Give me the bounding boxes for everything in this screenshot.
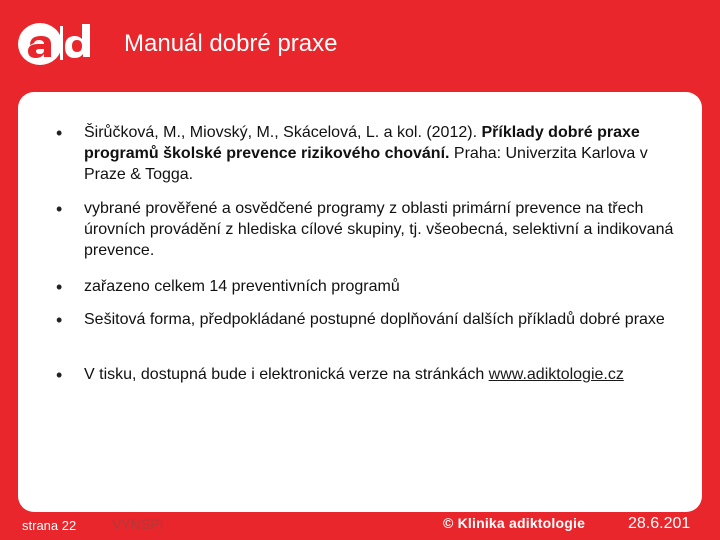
reference-text: Širůčková, M., Miovský, M., Skácelová, L. a kol. (2012). Příklady dobré praxe programů školské prevence rizikového chování. Praha: Univerzita Karlova v Praze & Togga. [84, 124, 648, 183]
footer-label: VYNSPI [112, 516, 164, 532]
bullet-text: zařazeno celkem 14 preventivních programů [84, 278, 400, 295]
page-number: strana 22 [22, 518, 77, 533]
bullet-icon: • [56, 277, 63, 297]
bullet-icon: • [56, 365, 63, 385]
page-title: Manuál dobré praxe [124, 30, 338, 57]
bullet-icon: • [56, 123, 63, 143]
reference-title: Příklady dobré praxe programů školské prevence rizikového chování. [84, 124, 640, 162]
footer-date: 28.6.201 [628, 515, 691, 532]
website-link[interactable]: www.adiktologie.cz [488, 366, 624, 383]
bullet-icon: • [56, 310, 63, 330]
bullet-text: vybrané prověřené a osvědčené programy z oblasti primární prevence na třech úrovních provádění z hlediska cílové skupiny, tj. všeobecná, selektivní a indikovaná prevence. [84, 200, 674, 259]
klinika-adiktologie-logo [16, 18, 100, 68]
content-panel [18, 92, 702, 512]
footer-brand: © Klinika adiktologie [443, 515, 586, 531]
bullet-icon: • [56, 199, 63, 219]
bullet-text: V tisku, dostupná bude i elektronická verze na stránkách www.adiktologie.cz [84, 366, 624, 383]
bullet-text: Sešitová forma, předpokládané postupné doplňování dalších příkladů dobré praxe [84, 311, 665, 328]
